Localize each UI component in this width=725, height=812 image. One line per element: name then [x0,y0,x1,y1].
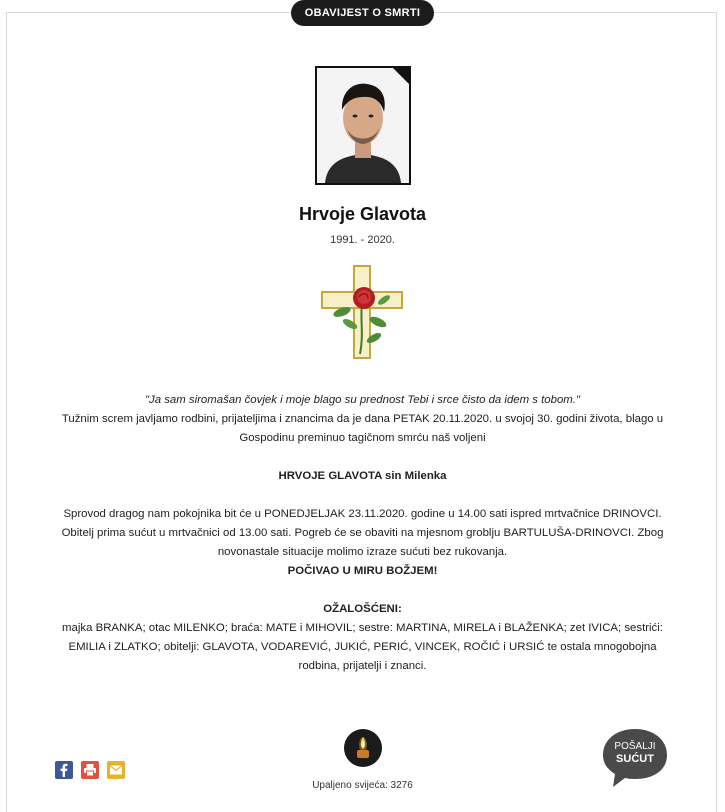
candle-counter: Upaljeno svijeća: 3276 [312,780,413,791]
notice-full-name: HRVOJE GLAVOTA sin Milenka [278,470,447,482]
cross-with-rose-icon [320,264,404,360]
email-icon[interactable] [107,761,125,779]
mourning-ribbon [391,66,411,86]
deceased-name: Hrvoje Glavota [298,204,427,224]
condolence-line2: SUĆUT [616,753,654,765]
notice-quote: "Ja sam siromašan čovjek i moje blago su prednost Tebi i srce čisto da idem s tobom." [144,394,580,406]
print-icon[interactable] [81,761,99,779]
facebook-icon[interactable] [55,761,73,779]
mourners-list: majka BRANKA; otac MILENKO; braća: MATE i MIHOVIL; sestre: MARTINA, MIRELA i BLAŽENKA; zet IVICA; sestrići: EMILIA i ZLATKO; obitelji: GLAVOTA, VODAREVIĆ, JUKIĆ, PERIĆ, VINCEK, ROČIĆ i URSIĆ te ostala mnogobojna rodbina, prijatelji i znanci. [62,622,663,672]
notice-rest-in-peace: POČIVAO U MIRU BOŽJEM! [287,565,438,577]
light-candle-button[interactable] [344,729,382,767]
deceased-years: 1991. - 2020. [330,234,395,246]
condolence-line1: POŠALJI [614,741,656,752]
death-notice-tab: OBAVIJEST O SMRTI [291,0,434,26]
notice-announcement: Tužnim screm javljamo rodbini, prijateljima i znancima da je dana PETAK 20.11.2020. u svojoj 30. godini života, blago u Gospodinu preminuo tagičnom smrću naš voljeni [61,413,664,444]
send-condolence-button[interactable] [601,727,669,789]
mourners-title: OŽALOŠĆENI: [323,603,402,615]
share-icons [55,761,125,779]
notice-text [54,391,671,676]
notice-funeral: Sprovod dragog nam pokojnika bit će u PONEDJELJAK 23.11.2020. godine u 14.00 sati ispred mrtvačnice DRINOVCI. Obitelj prima sućut u mrtvačnici od 13.00 sati. Pogreb će se obaviti na mjesnom groblju BARTULUŠA-DRINOVCI. Zbog novonastale situacije molimo izraze sućuti bez rukovanja. [61,508,664,558]
deceased-photo [315,66,411,185]
